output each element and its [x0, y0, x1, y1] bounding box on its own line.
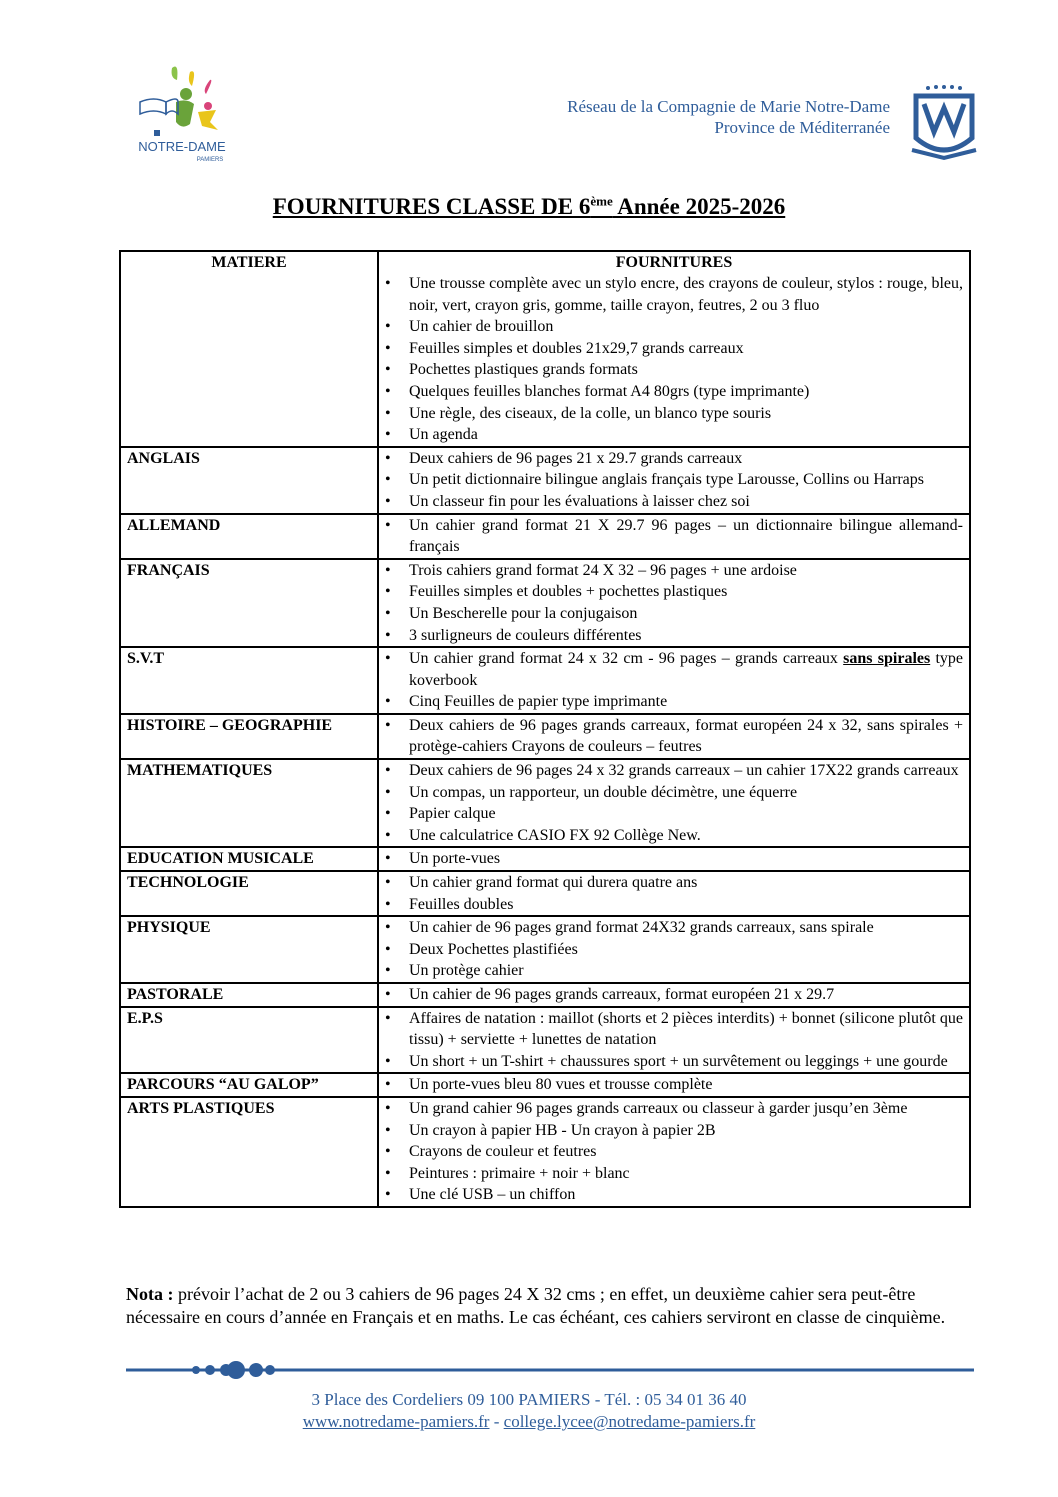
list-item [379, 424, 963, 446]
list-item-text: Une trousse complète avec un stylo encre, des crayons de couleur, stylos : rouge, bleu, noir, vert, crayon gris, gomme, taille crayon, feutres, 2 ou 3 fluo [409, 275, 963, 314]
list-item [379, 872, 963, 894]
table-row [120, 916, 970, 983]
title-suffix: Année 2025-2026 [612, 193, 786, 219]
list-item [379, 894, 963, 916]
list-item [379, 515, 963, 558]
list-item [379, 825, 963, 847]
subject-cell: PASTORALE [120, 983, 378, 1007]
list-item-text: Un cahier grand format qui durera quatre ans [409, 874, 698, 892]
list-item-text: Cinq Feuilles de papier type imprimante [409, 693, 668, 711]
logo-subtext: PAMIERS [196, 157, 224, 163]
supplies-list [379, 1008, 963, 1073]
list-item [379, 403, 963, 425]
list-item [379, 338, 963, 360]
supplies-cell [378, 273, 970, 447]
list-item-text: Quelques feuilles blanches format A4 80grs (type imprimante) [409, 382, 810, 400]
list-item-text: Un cahier de 96 pages grands carreaux, format européen 21 x 29.7 [409, 986, 835, 1003]
list-item [379, 1051, 963, 1073]
list-item [379, 1120, 963, 1142]
list-item [379, 848, 963, 870]
list-item-text: Un petit dictionnaire bilingue anglais français type Larousse, Collins ou Harraps [409, 471, 924, 489]
list-item [379, 648, 963, 691]
list-item-text: Crayons de couleur et feutres [409, 1143, 597, 1161]
table-header-row [120, 251, 970, 273]
supplies-cell [378, 847, 970, 871]
list-item-text: Deux cahiers de 96 pages 21 x 29.7 grands carreaux [409, 449, 743, 467]
list-item-text: Un cahier grand format 24 x 32 cm - 96 pages – grands carreaux [409, 650, 844, 668]
list-item [379, 625, 963, 647]
list-item-text: Une clé USB – un chiffon [409, 1186, 576, 1204]
list-item-text: Un grand cahier 96 pages grands carreaux ou classeur à garder jusqu’en 3ème [409, 1099, 908, 1117]
list-item [379, 939, 963, 961]
supplies-list [379, 760, 963, 846]
supplies-list [379, 917, 963, 982]
list-item-text: Une calculatrice CASIO FX 92 Collège New. [409, 826, 701, 844]
list-item-text: Un porte-vues bleu 80 vues et trousse complète [409, 1076, 713, 1094]
subject-cell: ALLEMAND [120, 514, 378, 559]
supplies-cell [378, 514, 970, 559]
title-sup: ème [590, 193, 613, 208]
table-row [120, 1073, 970, 1097]
list-item [379, 1074, 963, 1096]
list-item [379, 316, 963, 338]
website-link[interactable]: www.notredame-pamiers.fr [302, 1412, 490, 1431]
compagnie-marie-logo [906, 82, 982, 164]
list-item [379, 1141, 963, 1163]
supplies-cell [378, 714, 970, 759]
list-item [379, 448, 963, 470]
footer-separator: - [489, 1412, 504, 1431]
subject-cell: S.V.T [120, 647, 378, 714]
school-logo [132, 60, 232, 165]
supplies-list [379, 715, 963, 758]
subject-cell: HISTOIRE – GEOGRAPHIE [120, 714, 378, 759]
supplies-cell [378, 1073, 970, 1097]
list-item [379, 917, 963, 939]
list-item [379, 1098, 963, 1120]
table-row [120, 273, 970, 447]
footer [0, 1389, 1058, 1433]
table-row [120, 1007, 970, 1074]
list-item-text: Feuilles simples et doubles + pochettes plastiques [409, 583, 728, 601]
list-item [379, 691, 963, 713]
nota-paragraph [126, 1283, 960, 1329]
table-row [120, 647, 970, 714]
list-item [379, 1008, 963, 1051]
list-item-text-continued: type koverbook [409, 650, 964, 689]
list-item-text: Feuilles doubles [409, 895, 514, 913]
table-row [120, 447, 970, 514]
list-item [379, 469, 963, 491]
supplies-cell [378, 559, 970, 647]
supplies-cell [378, 759, 970, 847]
list-item-text: Un cahier de brouillon [409, 318, 554, 336]
table-row [120, 847, 970, 871]
subject-cell: ANGLAIS [120, 447, 378, 514]
list-item-text: Une règle, des ciseaux, de la colle, un blanco type souris [409, 404, 772, 422]
footer-links [0, 1411, 1058, 1433]
supplies-list [379, 872, 963, 915]
list-item-text: Un crayon à papier HB - Un crayon à papier 2B [409, 1121, 716, 1139]
supplies-list [379, 1074, 963, 1096]
list-item [379, 359, 963, 381]
nota-label: Nota : [126, 1284, 174, 1304]
list-item [379, 1184, 963, 1206]
email-link[interactable]: college.lycee@notredame-pamiers.fr [503, 1412, 756, 1431]
subject-cell: TECHNOLOGIE [120, 871, 378, 916]
subject-cell: FRANÇAIS [120, 559, 378, 647]
subject-cell: EDUCATION MUSICALE [120, 847, 378, 871]
subject-cell: PARCOURS “AU GALOP” [120, 1073, 378, 1097]
supplies-list [379, 273, 963, 446]
supplies-cell [378, 447, 970, 514]
list-item-text: Deux cahiers de 96 pages 24 x 32 grands carreaux – un cahier 17X22 grands carreaux [409, 762, 959, 780]
list-item [379, 603, 963, 625]
supplies-cell [378, 1097, 970, 1207]
list-item [379, 760, 963, 782]
logo-wordmark: NOTRE-DAME [138, 139, 226, 154]
supplies-cell [378, 871, 970, 916]
list-item-text: Affaires de natation : maillot (shorts et 2 pièces interdits) + bonnet (silicone plutôt que tissu) + serviette + lunettes de natation [409, 1009, 963, 1049]
list-item-text: Un porte-vues [409, 850, 501, 868]
network-line-1: Réseau de la Compagnie de Marie Notre-Dame [567, 97, 890, 116]
list-item-text: Peintures : primaire + noir + blanc [409, 1164, 630, 1182]
list-item [379, 960, 963, 982]
supplies-list [379, 560, 963, 646]
table-row [120, 714, 970, 759]
network-header [567, 96, 890, 138]
list-item-text: Un agenda [409, 426, 478, 444]
title-prefix: FOURNITURES CLASSE DE 6 [272, 193, 591, 219]
supplies-list [379, 448, 963, 513]
list-item-text: Un cahier de 96 pages grand format 24X32 grands carreaux, sans spirale [409, 919, 874, 937]
list-item-text: Trois cahiers grand format 24 X 32 – 96 pages + une ardoise [409, 561, 797, 579]
subject-cell [120, 273, 378, 447]
list-item [379, 984, 963, 1006]
list-item-text: Un protège cahier [409, 962, 524, 980]
list-item-text: Un Bescherelle pour la conjugaison [409, 604, 638, 622]
network-line-2: Province de Méditerranée [714, 118, 890, 137]
list-item [379, 1163, 963, 1185]
column-header-supplies: FOURNITURES [378, 251, 970, 273]
column-header-subject: MATIERE [120, 251, 378, 273]
list-item-text: Un compas, un rapporteur, un double décimètre, une équerre [409, 783, 798, 801]
list-item-text: Un classeur fin pour les évaluations à laisser chez soi [409, 492, 750, 510]
list-item [379, 803, 963, 825]
supplies-cell [378, 647, 970, 714]
list-item-text: Un cahier grand format 21 X 29.7 96 pages – un dictionnaire bilingue allemand-français [409, 516, 963, 556]
list-item [379, 273, 963, 316]
list-item-text: Papier calque [409, 805, 496, 823]
list-item [379, 782, 963, 804]
subject-cell: PHYSIQUE [120, 916, 378, 983]
list-item [379, 715, 963, 758]
table-row [120, 1097, 970, 1207]
table-row [120, 983, 970, 1007]
footer-address: 3 Place des Cordeliers 09 100 PAMIERS - Tél. : 05 34 01 36 40 [311, 1390, 747, 1409]
table-row [120, 514, 970, 559]
supplies-cell [378, 1007, 970, 1074]
emphasis-text: sans spirales [843, 650, 931, 668]
subject-cell: ARTS PLASTIQUES [120, 1097, 378, 1207]
subject-cell: MATHEMATIQUES [120, 759, 378, 847]
list-item [379, 560, 963, 582]
subject-cell: E.P.S [120, 1007, 378, 1074]
list-item-text: Feuilles simples et doubles 21x29,7 grands carreaux [409, 339, 744, 357]
table-row [120, 559, 970, 647]
supplies-table [119, 250, 971, 1208]
list-item-text: Pochettes plastiques grands formats [409, 361, 638, 379]
supplies-list [379, 648, 963, 713]
list-item [379, 581, 963, 603]
supplies-list [379, 984, 963, 1006]
supplies-cell [378, 983, 970, 1007]
supplies-list [379, 848, 963, 870]
supplies-list [379, 1098, 963, 1206]
supplies-cell [378, 916, 970, 983]
list-item [379, 381, 963, 403]
list-item [379, 491, 963, 513]
supplies-list [379, 515, 963, 558]
table-row [120, 871, 970, 916]
list-item-text: 3 surligneurs de couleurs différentes [409, 626, 642, 644]
nota-text: prévoir l’achat de 2 ou 3 cahiers de 96 pages 24 X 32 cms ; en effet, un deuxième cahier sera peut-être nécessaire en cours d’année en Français et en maths. Le cas échéant, ces cahiers serviront en classe de cinquième. [126, 1284, 946, 1327]
list-item-text: Deux Pochettes plastifiées [409, 940, 578, 958]
table-row [120, 759, 970, 847]
list-item-text: Un short + un T-shirt + chaussures sport + un survêtement ou leggings + une gourde [409, 1052, 948, 1070]
footer-divider [126, 1360, 974, 1380]
page-title [0, 193, 1058, 220]
list-item-text: Deux cahiers de 96 pages grands carreaux, format européen 24 x 32, sans spirales + protège-cahiers Crayons de couleurs – feutres [409, 716, 963, 756]
